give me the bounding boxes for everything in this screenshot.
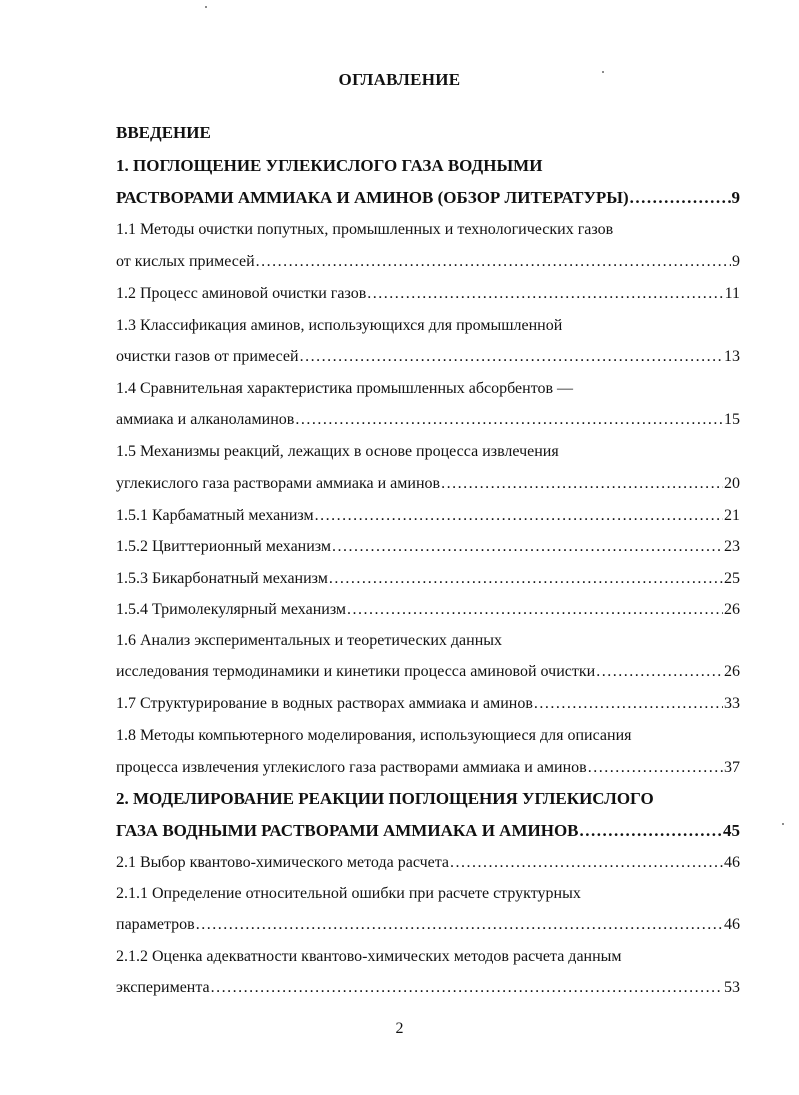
toc-page-number: 25 — [724, 570, 740, 587]
toc-entry-1-8-line-2 — [116, 758, 740, 778]
toc-entry-chapter-2-line-2 — [116, 821, 740, 841]
toc-entry-text: ВВЕДЕНИЕ — [116, 123, 211, 142]
leader-dots — [534, 694, 723, 714]
toc-entry-chapter-1-line-2 — [116, 188, 740, 208]
toc-entry-chapter-2-line-1 — [116, 789, 740, 809]
toc-page-number: 9 — [731, 188, 740, 207]
toc-entry-text: 1. ПОГЛОЩЕНИЕ УГЛЕКИСЛОГО ГАЗА ВОДНЫМИ — [116, 156, 543, 175]
leader-dots — [329, 569, 723, 589]
toc-entry-1-4-line-1 — [116, 379, 740, 399]
toc-entry-1-5-line-1 — [116, 442, 740, 462]
toc-entry-text: 1.4 Сравнительная характеристика промышленных абсорбентов — — [116, 380, 574, 397]
scan-speck — [782, 823, 784, 825]
toc-entry-text: эксперимента — [116, 979, 210, 996]
leader-dots — [347, 600, 723, 620]
toc-entry-text: 1.5.4 Тримолекулярный механизм — [116, 601, 347, 618]
toc-page-number: 20 — [724, 475, 740, 492]
toc-entry-2-1-1-line-2 — [116, 915, 740, 935]
toc-page-number: 11 — [724, 285, 740, 302]
toc-entry-1-4-line-2 — [116, 410, 740, 430]
toc-page-number: 15 — [724, 411, 740, 428]
toc-entry-1-5-4 — [116, 600, 740, 620]
toc-entry-text: 1.1 Методы очистки попутных, промышленных и технологических газов — [116, 221, 614, 238]
toc-entry-1-2 — [116, 284, 740, 304]
leader-dots — [256, 252, 731, 272]
leader-dots — [300, 347, 723, 367]
leader-dots — [295, 410, 723, 430]
toc-entry-1-6-line-1 — [116, 631, 740, 651]
toc-entry-text: 1.3 Классификация аминов, использующихся для промышленной — [116, 317, 563, 334]
toc-entry-text: 1.5.1 Карбаматный механизм — [116, 507, 314, 524]
toc-entry-text: углекислого газа растворами аммиака и аминов — [116, 475, 441, 492]
toc-page-number: 9 — [732, 253, 740, 270]
leader-dots — [196, 915, 723, 935]
leader-dots — [580, 821, 722, 841]
leader-dots — [211, 978, 723, 998]
leader-dots — [450, 853, 723, 873]
toc-entry-text: 2.1.2 Оценка адекватности квантово-химических методов расчета данным — [116, 948, 622, 965]
toc-entry-text: 2.1 Выбор квантово-химического метода расчета — [116, 854, 450, 871]
toc-entry-text: от кислых примесей — [116, 253, 255, 270]
leader-dots — [441, 474, 723, 494]
leader-dots — [332, 537, 723, 557]
toc-entry-text: 1.5.3 Бикарбонатный механизм — [116, 570, 328, 587]
leader-dots — [596, 662, 723, 682]
leader-dots — [315, 506, 723, 526]
toc-entry-1-5-2 — [116, 537, 740, 557]
leader-dots — [367, 284, 723, 304]
toc-entry-text: исследования термодинамики и кинетики процесса аминовой очистки — [116, 663, 596, 680]
toc-entry-text: очистки газов от примесей — [116, 348, 299, 365]
toc-page-number: 46 — [724, 854, 740, 871]
toc-page-number: 46 — [724, 916, 740, 933]
toc-title: ОГЛАВЛЕНИЕ — [338, 70, 461, 89]
toc-entry-2-1-1-line-1 — [116, 884, 740, 904]
toc-page-number: 37 — [724, 759, 740, 776]
toc-entry-text: 1.5.2 Цвиттерионный механизм — [116, 538, 332, 555]
toc-entry-text: РАСТВОРАМИ АММИАКА И АМИНОВ (ОБЗОР ЛИТЕРАТУРЫ) — [116, 188, 629, 207]
toc-page-number: 13 — [724, 348, 740, 365]
toc-entry-1-3-line-2 — [116, 347, 740, 367]
leader-dots — [630, 188, 731, 208]
toc-entry-chapter-1-line-1 — [116, 156, 740, 176]
toc-entry-text: ГАЗА ВОДНЫМИ РАСТВОРАМИ АММИАКА И АМИНОВ — [116, 821, 579, 840]
toc-page-number: 26 — [724, 663, 740, 680]
scan-speck — [602, 71, 604, 73]
toc-page-number: 21 — [724, 507, 740, 524]
toc-page-number: 26 — [724, 601, 740, 618]
toc-page-number: 45 — [723, 821, 740, 840]
toc-entry-2-1 — [116, 853, 740, 873]
leader-dots — [588, 758, 723, 778]
toc-entry-1-6-line-2 — [116, 662, 740, 682]
toc-entry-1-7 — [116, 694, 740, 714]
toc-entry-1-8-line-1 — [116, 726, 740, 746]
page-number: 2 — [395, 1020, 404, 1037]
toc-entry-text: 1.7 Структурирование в водных растворах аммиака и аминов — [116, 695, 533, 712]
toc-entry-text: параметров — [116, 916, 195, 933]
toc-entry-1-5-3 — [116, 569, 740, 589]
toc-entry-text: 2.1.1 Определение относительной ошибки при расчете структурных — [116, 885, 581, 902]
toc-page-number: 33 — [724, 695, 740, 712]
toc-entry-text: аммиака и алканоламинов — [116, 411, 295, 428]
toc-entry-1-3-line-1 — [116, 316, 740, 336]
toc-entry-text: 1.5 Механизмы реакций, лежащих в основе процесса извлечения — [116, 443, 559, 460]
toc-entry-text: 1.8 Методы компьютерного моделирования, использующиеся для описания — [116, 727, 632, 744]
scan-speck — [205, 6, 207, 8]
toc-entry-1-5-1 — [116, 506, 740, 526]
toc-entry-text: процесса извлечения углекислого газа растворами аммиака и аминов — [116, 759, 587, 776]
toc-entry-1-1-line-2 — [116, 252, 740, 272]
toc-page-number: 53 — [724, 979, 740, 996]
toc-entry-1-5-line-2 — [116, 474, 740, 494]
toc-entry-text: 2. МОДЕЛИРОВАНИЕ РЕАКЦИИ ПОГЛОЩЕНИЯ УГЛЕКИСЛОГО — [116, 789, 654, 808]
toc-entry-introduction — [116, 123, 740, 143]
toc-entry-2-1-2-line-1 — [116, 947, 740, 967]
toc-entry-text: 1.6 Анализ экспериментальных и теоретических данных — [116, 632, 503, 649]
toc-page-number: 23 — [724, 538, 740, 555]
toc-entry-1-1-line-1 — [116, 220, 740, 240]
toc-entry-2-1-2-line-2 — [116, 978, 740, 998]
toc-entry-text: 1.2 Процесс аминовой очистки газов — [116, 285, 367, 302]
